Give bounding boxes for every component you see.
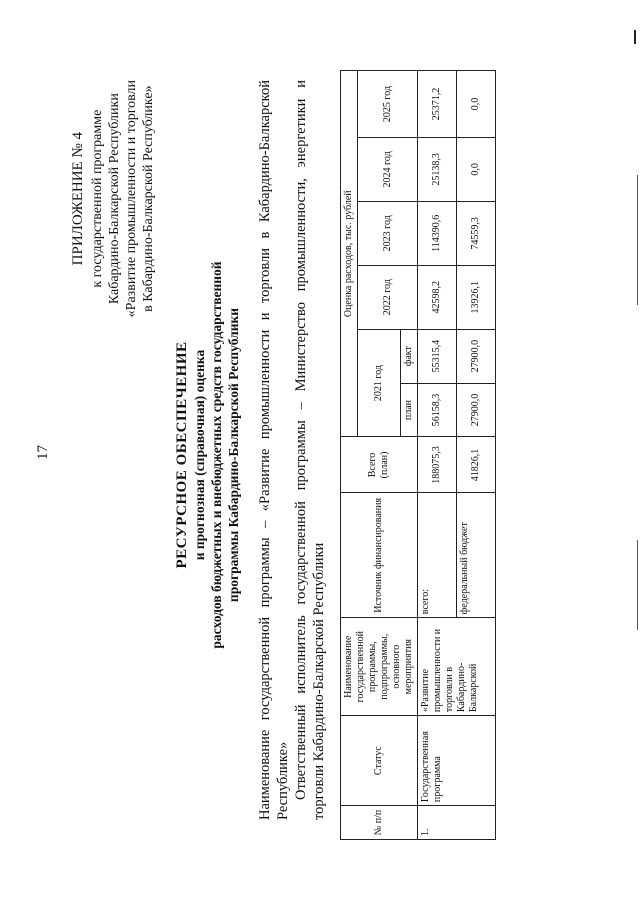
cell-2025: 25371,2 (418, 71, 457, 138)
cell-status: Государственная программа (418, 716, 496, 806)
title-sub: и прогнозная (справочная) оценка (192, 349, 207, 561)
page-number: 17 (35, 445, 51, 460)
cell-fact-2021: 27900,0 (457, 329, 496, 383)
appendix-line: в Кабардино-Балкарской Республике» (141, 85, 156, 312)
cell-2025: 0,0 (457, 71, 496, 138)
title-sub: программы Кабардино-Балкарской Республики (226, 307, 241, 603)
program-description (256, 80, 328, 820)
header-year-2025: 2025 год (358, 71, 418, 138)
appendix-header (70, 80, 157, 317)
cell-plan-2021: 27900,0 (457, 383, 496, 437)
header-total: Всего (план) (341, 437, 418, 493)
cell-total: 188075,3 (418, 437, 457, 493)
appendix-line: «Развитие промышленности и торговли (124, 80, 139, 318)
cell-2023: 114390,6 (418, 201, 457, 265)
scan-edge-mark (634, 30, 636, 44)
header-fact: факт (401, 329, 418, 383)
rotated-landscape-page (70, 70, 590, 840)
scan-edge-line (637, 175, 638, 305)
scan-edge-line (637, 540, 638, 630)
cell-2023: 74559,3 (457, 201, 496, 265)
header-year-2021: 2021 год (358, 329, 401, 437)
appendix-line: к государственной программе (90, 109, 105, 288)
header-name: Наименование государственной программы, подпрограммы, основного мероприятия (341, 618, 418, 716)
cell-total: 41826,1 (457, 437, 496, 493)
cell-plan-2021: 56158,3 (418, 383, 457, 437)
table-row (418, 71, 457, 840)
cell-name: «Развитие промышленности и торговли в Кабардино-Балкарской (418, 618, 496, 716)
program-executor-line: Ответственный исполнитель государственной программы – Министерство промышленности, энергетики и торговли Кабардино-Балкарской Республики (293, 80, 327, 820)
header-num: № п/п (341, 806, 418, 840)
appendix-line: Кабардино-Балкарской Республики (107, 93, 122, 305)
title-main: РЕСУРСНОЕ ОБЕСПЕЧЕНИЕ (174, 341, 190, 569)
header-estimate: Оценка расходов, тыс. рублей (341, 71, 358, 438)
resource-table (340, 70, 496, 840)
cell-fact-2021: 55315,4 (418, 329, 457, 383)
header-year-2023: 2023 год (358, 201, 418, 265)
header-source: Источник финансирования (341, 493, 418, 618)
program-name-line: Наименование государственной программы – «Развитие промышленности и торговли в Кабардино-Балкарской Республике» (257, 80, 291, 820)
cell-2022: 42598,2 (418, 265, 457, 329)
header-status: Статус (341, 716, 418, 806)
header-plan: план (401, 383, 418, 437)
cell-2024: 0,0 (457, 137, 496, 201)
cell-num: 1. (418, 806, 496, 840)
cell-source: федеральный бюджет (457, 493, 496, 618)
cell-2022: 13926,1 (457, 265, 496, 329)
title-sub: расходов бюджетных и внебюджетных средств государственной (209, 261, 224, 649)
cell-2024: 25138,3 (418, 137, 457, 201)
document-title (174, 70, 242, 840)
cell-source: всего: (418, 493, 457, 618)
appendix-number: ПРИЛОЖЕНИЕ № 4 (70, 131, 86, 266)
header-year-2022: 2022 год (358, 265, 418, 329)
header-year-2024: 2024 год (358, 137, 418, 201)
